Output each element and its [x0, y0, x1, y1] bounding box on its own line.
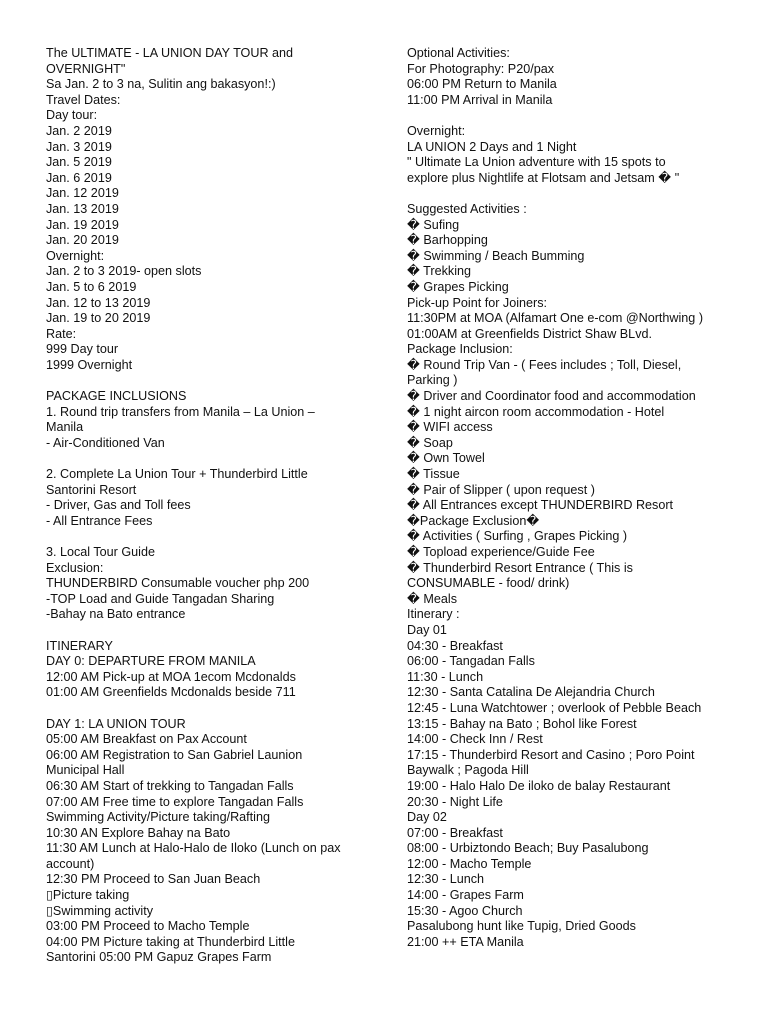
text-line: 11:30 AM Lunch at Halo-Halo de Iloko (Lunch on pax: [46, 841, 341, 856]
text-line: 12:00 - Macho Temple: [407, 856, 532, 871]
text-line: 01:00 AM Greenfields Mcdonalds beside 711: [46, 685, 296, 700]
text-line: - All Entrance Fees: [46, 513, 153, 528]
text-line: 12:30 - Lunch: [407, 872, 485, 887]
text-line: PACKAGE INCLUSIONS: [46, 389, 187, 404]
text-line: 03:00 PM Proceed to Macho Temple: [46, 919, 250, 934]
text-line: 05:00 AM Breakfast on Pax Account: [46, 732, 247, 747]
text-line: 06:00 PM Return to Manila: [407, 77, 557, 92]
text-line: � Driver and Coordinator food and accommodation: [407, 389, 696, 404]
text-line: � Pair of Slipper ( upon request ): [407, 482, 595, 497]
text-line: Jan. 12 2019: [46, 186, 119, 201]
text-line: Santorini 05:00 PM Gapuz Grapes Farm: [46, 950, 272, 965]
text-line: � Swimming / Beach Bumming: [407, 248, 585, 263]
text-line: Municipal Hall: [46, 763, 125, 778]
text-line: 04:30 - Breakfast: [407, 638, 503, 653]
text-line: 08:00 - Urbiztondo Beach; Buy Pasalubong: [407, 841, 649, 856]
text-line: 10:30 AN Explore Bahay na Bato: [46, 825, 231, 840]
text-line: ITINERARY: [46, 638, 113, 653]
text-line: account): [46, 856, 95, 871]
text-line: Jan. 19 to 20 2019: [46, 311, 151, 326]
text-line: [46, 373, 376, 389]
text-line: � Grapes Picking: [407, 279, 509, 294]
text-line: 14:00 - Check Inn / Rest: [407, 732, 543, 747]
text-line: Day tour:: [46, 108, 98, 123]
text-line: [46, 623, 376, 639]
text-line: � Topload experience/Guide Fee: [407, 545, 595, 559]
text-line: �Package Exclusion�: [407, 513, 540, 528]
text-line: Overnight:: [46, 248, 105, 263]
text-line: 17:15 - Thunderbird Resort and Casino ; Poro Point: [407, 747, 695, 762]
text-line: The ULTIMATE - LA UNION DAY TOUR and: [46, 46, 294, 60]
text-line: Jan. 13 2019: [46, 201, 119, 216]
text-line: Day 01: [407, 622, 447, 637]
text-line: 21:00 ++ ETA Manila: [407, 934, 524, 949]
text-line: [407, 186, 737, 202]
text-line: � All Entrances except THUNDERBIRD Resort: [407, 498, 674, 513]
text-line: Jan. 19 2019: [46, 217, 119, 232]
text-line: Santorini Resort: [46, 482, 137, 497]
text-line: 15:30 - Agoo Church: [407, 903, 523, 918]
text-line: Suggested Activities :: [407, 201, 527, 216]
text-line: � Barhopping: [407, 233, 488, 248]
text-line: 06:00 AM Registration to San Gabriel Launion: [46, 747, 303, 762]
text-line: Pick-up Point for Joiners:: [407, 295, 547, 310]
text-line: Jan. 2 to 3 2019- open slots: [46, 264, 202, 279]
text-line: " Ultimate La Union adventure with 15 spots to: [407, 155, 666, 170]
text-line: -TOP Load and Guide Tangadan Sharing: [46, 591, 275, 606]
text-line: 19:00 - Halo Halo De iloko de balay Restaurant: [407, 778, 671, 793]
text-line: 12:30 PM Proceed to San Juan Beach: [46, 872, 261, 887]
text-line: - Air-Conditioned Van: [46, 435, 165, 450]
text-line: 999 Day tour: [46, 342, 119, 357]
text-line: DAY 1: LA UNION TOUR: [46, 716, 186, 731]
text-line: Jan. 5 2019: [46, 155, 112, 170]
text-line: 20:30 - Night Life: [407, 794, 503, 809]
text-line: Itinerary :: [407, 607, 460, 622]
text-line: [46, 451, 376, 467]
text-line: Parking ): [407, 373, 458, 388]
text-line: Sa Jan. 2 to 3 na, Sulitin ang bakasyon!:): [46, 77, 276, 92]
text-line: Travel Dates:: [46, 92, 121, 107]
text-line: - Driver, Gas and Toll fees: [46, 498, 191, 513]
text-line: � Thunderbird Resort Entrance ( This is: [407, 560, 633, 575]
text-line: � Tissue: [407, 467, 460, 482]
text-line: 06:30 AM Start of trekking to Tangadan Falls: [46, 778, 294, 793]
text-line: 11:30 - Lunch: [407, 669, 484, 684]
text-line: THUNDERBIRD Consumable voucher php 200: [46, 576, 310, 591]
text-line: Jan. 6 2019: [46, 170, 112, 185]
text-line: 14:00 - Grapes Farm: [407, 888, 524, 903]
text-line: Package Inclusion:: [407, 342, 513, 357]
text-line: [46, 529, 376, 545]
text-line: Pasalubong hunt like Tupig, Dried Goods: [407, 919, 636, 934]
text-line: � 1 night aircon room accommodation - Hotel: [407, 404, 665, 419]
text-line: 07:00 - Breakfast: [407, 825, 503, 840]
text-line: Rate:: [46, 326, 77, 341]
text-line: 1999 Overnight: [46, 357, 133, 372]
text-line: explore plus Nightlife at Flotsam and Jetsam � ": [407, 170, 680, 185]
text-line: Day 02: [407, 810, 447, 825]
text-line: � Own Towel: [407, 451, 485, 466]
text-line: Exclusion:: [46, 560, 104, 575]
text-line: Baywalk ; Pagoda Hill: [407, 763, 529, 778]
text-line: [407, 108, 737, 124]
text-line: � Activities ( Surfing , Grapes Picking ): [407, 529, 628, 544]
text-line: Jan. 2 2019: [46, 123, 112, 138]
text-line: [46, 701, 376, 717]
text-line: Swimming Activity/Picture taking/Rafting: [46, 810, 270, 825]
text-line: 12:30 - Santa Catalina De Alejandria Church: [407, 685, 655, 700]
text-line: 12:00 AM Pick-up at MOA 1ecom Mcdonalds: [46, 669, 296, 684]
text-line: 2. Complete La Union Tour + Thunderbird Little: [46, 467, 308, 482]
text-line: � WIFI access: [407, 420, 493, 435]
text-line: 06:00 - Tangadan Falls: [407, 654, 535, 669]
text-line: For Photography: P20/pax: [407, 61, 555, 76]
text-line: ▯Picture taking: [46, 888, 130, 903]
text-line: Jan. 20 2019: [46, 233, 119, 248]
text-line: Jan. 12 to 13 2019: [46, 295, 151, 310]
text-line: Overnight:: [407, 123, 466, 138]
text-line: � Round Trip Van - ( Fees includes ; Toll, Diesel,: [407, 357, 682, 372]
text-line: 07:00 AM Free time to explore Tangadan Falls: [46, 794, 304, 809]
text-line: Optional Activities:: [407, 46, 510, 60]
text-line: Jan. 3 2019: [46, 139, 112, 154]
left-text-column: [46, 46, 376, 966]
text-line: 04:00 PM Picture taking at Thunderbird Little: [46, 934, 295, 949]
text-line: � Meals: [407, 591, 458, 606]
text-line: 1. Round trip transfers from Manila – La Union –: [46, 404, 315, 419]
text-line: LA UNION 2 Days and 1 Night: [407, 139, 577, 154]
text-line: DAY 0: DEPARTURE FROM MANILA: [46, 654, 256, 669]
text-line: 3. Local Tour Guide: [46, 545, 155, 559]
text-line: Manila: [46, 420, 84, 435]
right-text-column: [407, 46, 737, 950]
text-line: 12:45 - Luna Watchtower ; overlook of Pebble Beach: [407, 700, 702, 715]
text-line: ▯Swimming activity: [46, 903, 153, 918]
text-line: -Bahay na Bato entrance: [46, 607, 186, 622]
text-line: � Sufing: [407, 217, 460, 232]
text-line: � Soap: [407, 435, 453, 450]
text-line: � Trekking: [407, 264, 472, 279]
text-line: 11:30PM at MOA (Alfamart One e-com @Northwing ): [407, 311, 704, 326]
text-line: 13:15 - Bahay na Bato ; Bohol like Forest: [407, 716, 637, 731]
text-line: CONSUMABLE - food/ drink): [407, 576, 570, 591]
text-line: OVERNIGHT": [46, 61, 126, 76]
text-line: 11:00 PM Arrival in Manila: [407, 92, 553, 107]
text-line: 01:00AM at Greenfields District Shaw BLvd.: [407, 326, 652, 341]
text-line: Jan. 5 to 6 2019: [46, 279, 137, 294]
